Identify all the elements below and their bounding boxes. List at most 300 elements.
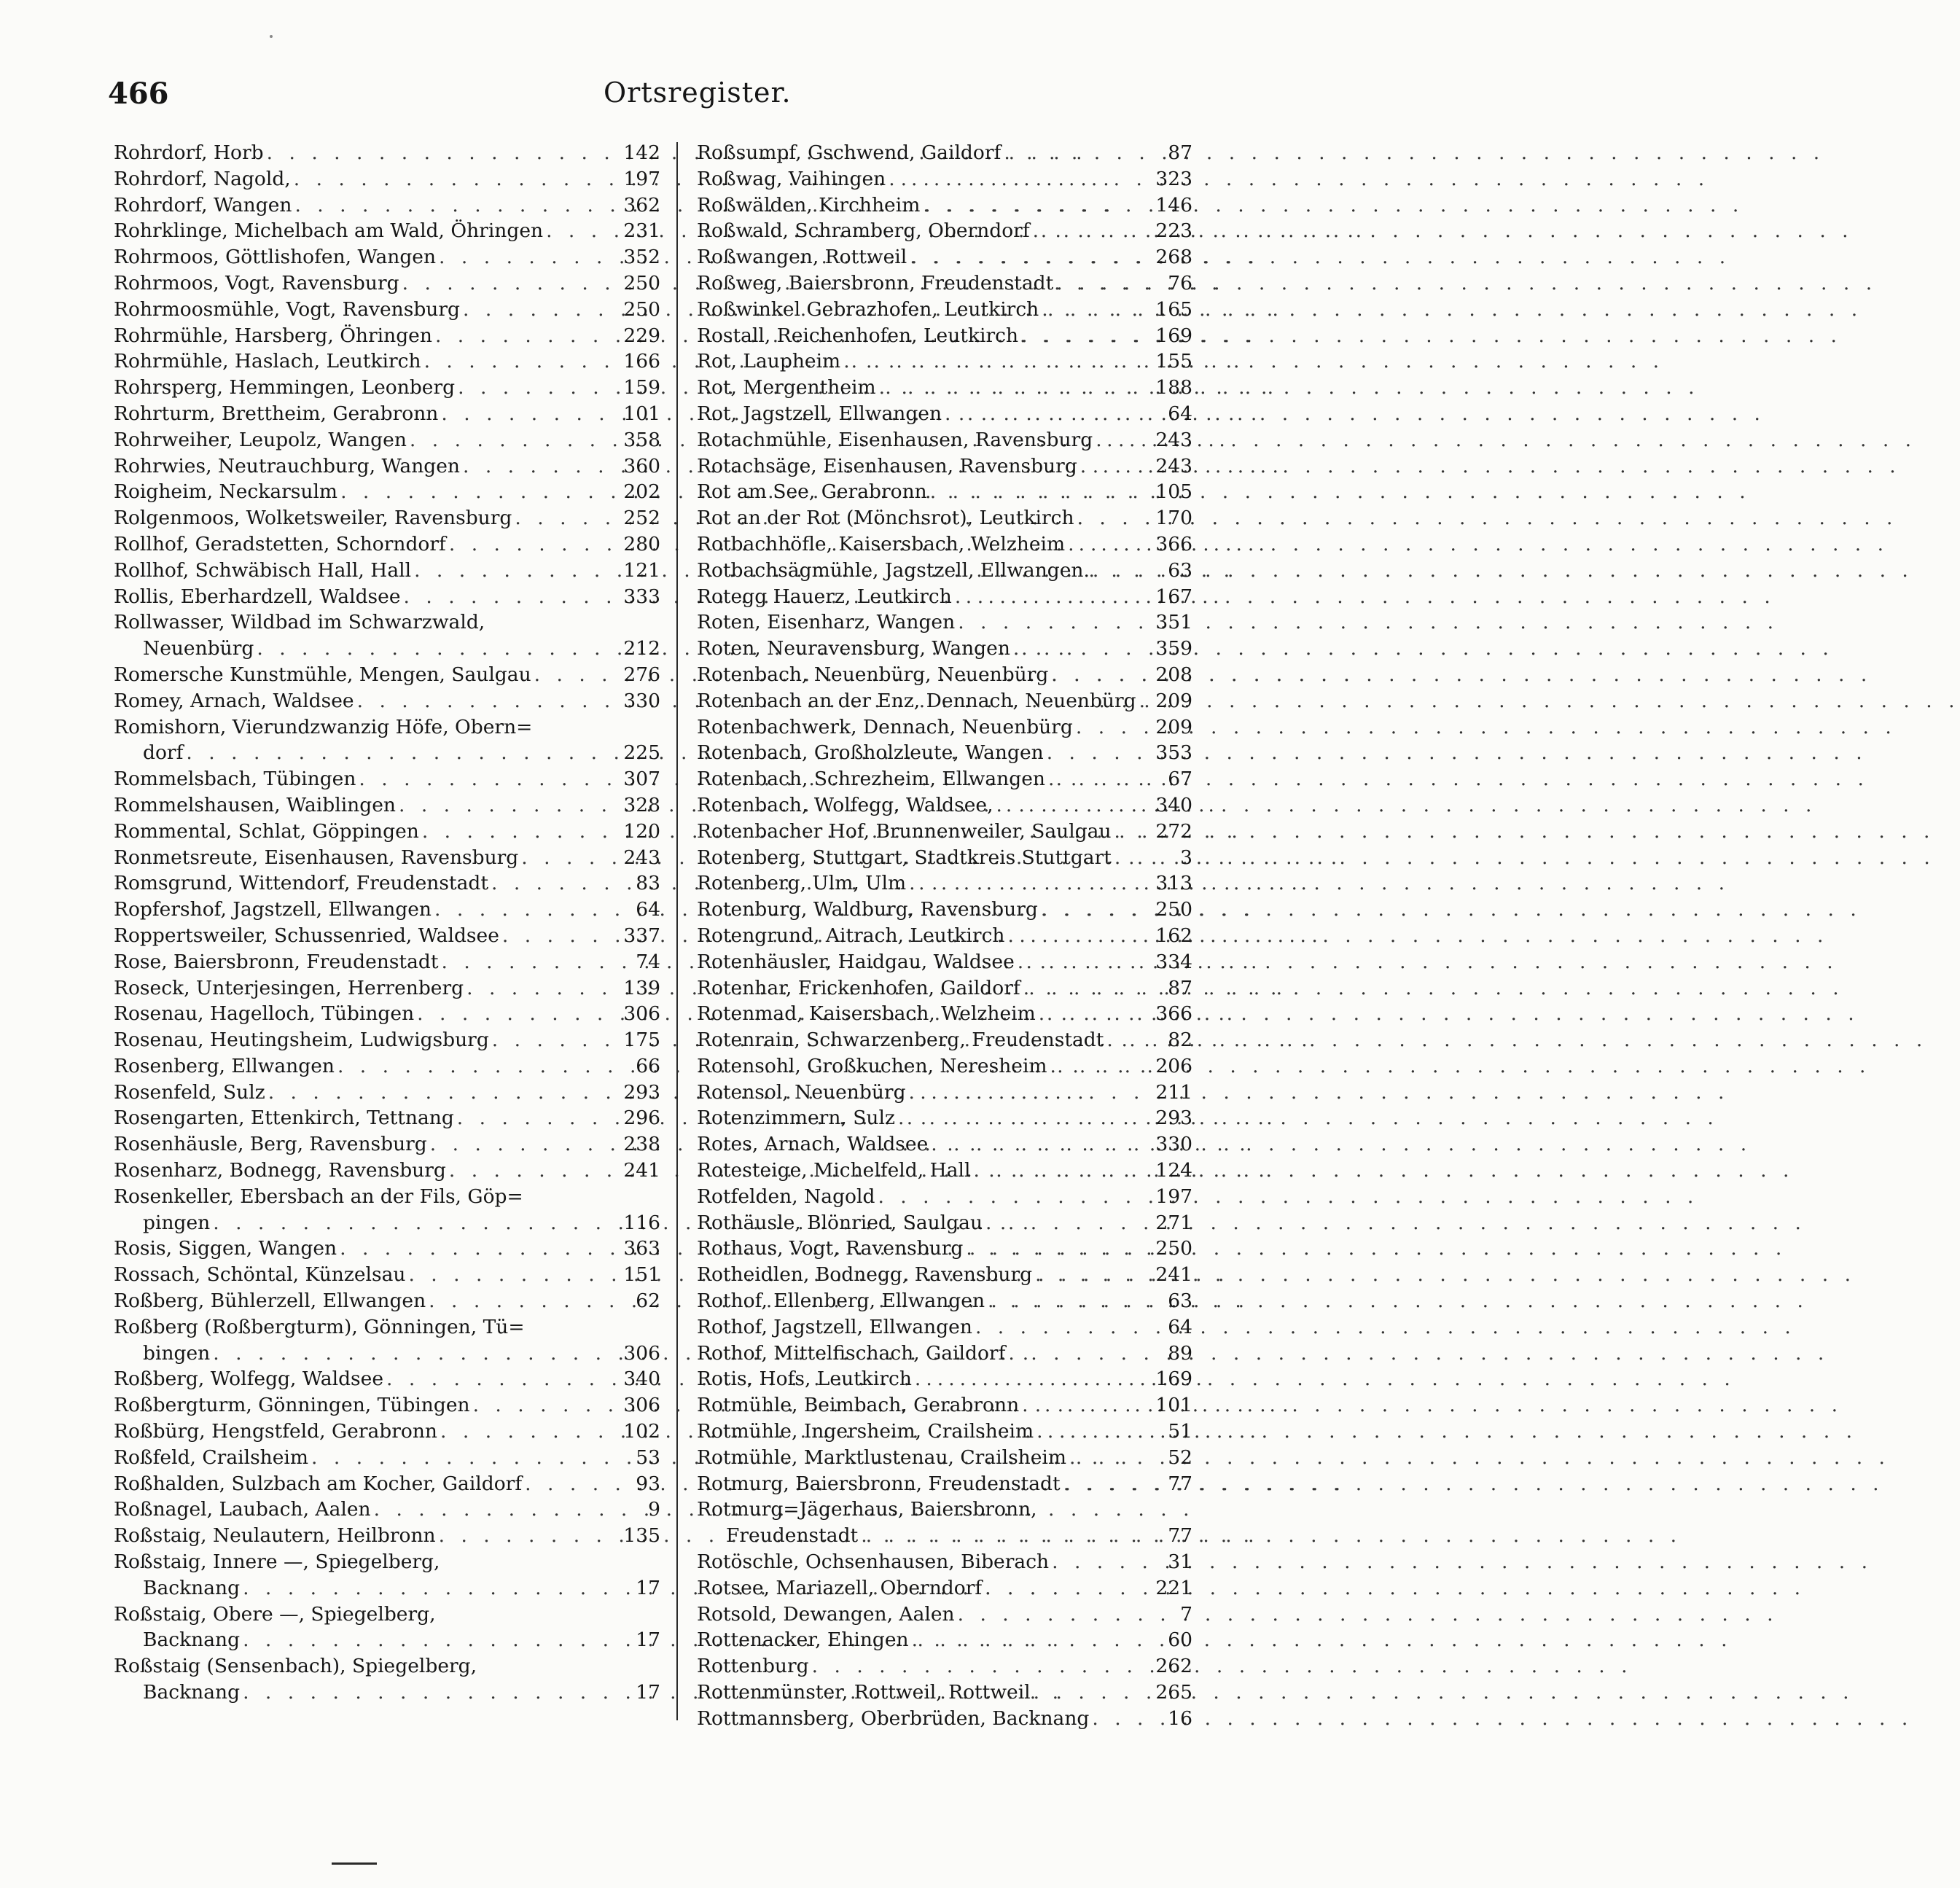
leader-dots <box>427 1131 624 1158</box>
index-entry <box>697 1575 1192 1602</box>
index-entry <box>697 792 1192 819</box>
entry-place: Rotenberg, Stuttgart, Stadtkreis Stuttgart <box>697 846 1112 869</box>
index-entry <box>114 688 660 714</box>
index-entry <box>114 1653 660 1680</box>
entry-page: 272 <box>1155 819 1192 843</box>
leader-dots <box>183 740 623 766</box>
index-entry <box>697 949 1192 975</box>
entry-place: Rollwasser, Wildbad im Schwarzwald, <box>114 611 485 634</box>
entry-place: Roßstaig (Sensenbach), Spiegelberg, <box>114 1655 477 1678</box>
leader-dots <box>240 1627 631 1653</box>
leader-dots <box>437 1419 623 1445</box>
entry-place: Rotenmad, Kaisersbach, Welzheim <box>697 1002 1036 1026</box>
entry-place: Roßwald, Schramberg, Oberndorf <box>697 219 1030 243</box>
leader-dots <box>1112 845 1163 871</box>
index-entry <box>697 1184 1192 1210</box>
entry-place: Rotmühle, Marktlustenau, Crailsheim <box>697 1446 1067 1469</box>
entry-place: Rohrmühle, Haslach, Leutkirch <box>114 350 421 373</box>
entry-place: Rotenburg, Waldburg, Ravensburg <box>697 898 1038 921</box>
leader-dots <box>470 1392 624 1419</box>
index-entry <box>114 297 660 323</box>
entry-page: 262 <box>1155 1655 1192 1678</box>
entry-place: Rohrmoos, Vogt, Ravensburg <box>114 271 399 294</box>
leader-dots <box>419 819 624 845</box>
index-entry <box>114 1210 660 1236</box>
index-entry <box>114 166 660 192</box>
entry-page: 169 <box>1155 1368 1192 1391</box>
index-entry <box>697 323 1192 349</box>
leader-dots <box>1034 1419 1163 1445</box>
leader-dots <box>985 1288 1163 1314</box>
leader-dots <box>1019 1392 1155 1419</box>
entry-page: 340 <box>623 1368 660 1391</box>
index-entry <box>114 714 660 741</box>
entry-page: 62 <box>636 1290 660 1313</box>
index-entry <box>114 1680 660 1706</box>
entry-page: 102 <box>623 1420 660 1443</box>
entry-page: 175 <box>623 1029 660 1052</box>
entry-place: Rosenberg, Ellwangen <box>114 1054 335 1077</box>
leader-dots <box>411 558 623 584</box>
leader-dots <box>335 1053 631 1080</box>
index-entry <box>114 1184 660 1210</box>
index-entry <box>697 1445 1192 1471</box>
entry-place: Roten, Eisenharz, Wangen <box>697 611 956 634</box>
entry-place: Rotenrain, Schwarzenberg, Freudenstadt <box>697 1029 1104 1052</box>
entry-page: 337 <box>623 924 660 947</box>
leader-dots <box>432 897 631 923</box>
entry-place: Roßbürg, Hengstfeld, Gerabronn <box>114 1420 438 1443</box>
entry-place: Roßberg, Bühlerzell, Ellwangen <box>114 1290 426 1313</box>
entry-page: 77 <box>1168 1524 1192 1548</box>
entry-page: 63 <box>1168 1290 1192 1313</box>
leader-dots <box>955 609 1155 636</box>
entry-place: Rothof, Ellenberg, Ellwangen <box>697 1290 985 1313</box>
entry-place: Rohrdorf, Nagold, <box>114 167 291 190</box>
leader-dots <box>1010 636 1156 662</box>
entry-page: 166 <box>623 350 660 373</box>
entry-page: 296 <box>623 1107 660 1130</box>
leader-dots <box>1030 218 1156 244</box>
leader-dots <box>1001 140 1163 166</box>
leader-dots <box>432 323 623 349</box>
leader-dots <box>543 218 623 244</box>
entry-page: 211 <box>1155 1080 1192 1104</box>
entry-page: 51 <box>1168 1420 1192 1443</box>
entry-place: Rosengarten, Ettenkirch, Tettnang <box>114 1107 454 1130</box>
entry-page: 17 <box>636 1628 660 1652</box>
leader-dots <box>906 870 1155 897</box>
leader-dots <box>1049 1549 1163 1575</box>
leader-dots <box>809 1653 1156 1680</box>
leader-dots <box>875 1184 1155 1210</box>
entry-place: Rotenhar, Frickenhofen, Gaildorf <box>697 976 1020 999</box>
index-entry <box>114 1602 660 1628</box>
entry-place: Rohrmoos, Göttlishofen, Wangen <box>114 246 437 269</box>
leader-dots <box>254 636 623 662</box>
leader-dots <box>512 505 623 531</box>
leader-dots <box>446 531 624 558</box>
entry-place: Rotesteige, Michelfeld, Hall <box>697 1159 971 1182</box>
leader-dots <box>912 1366 1156 1392</box>
entry-place: Roßstaig, Innere —, Spiegelberg, <box>114 1550 440 1574</box>
leader-dots <box>1090 558 1163 584</box>
entry-page: 252 <box>623 507 660 530</box>
entry-place: Rotmurg, Baiersbronn, Freudenstadt <box>697 1472 1061 1495</box>
entry-page: 162 <box>1155 924 1192 947</box>
leader-dots <box>1004 923 1155 949</box>
entry-place: Rotheidlen, Bodnegg, Ravensburg <box>697 1263 1033 1287</box>
entry-page: 87 <box>1168 976 1192 999</box>
entry-page: 83 <box>636 872 660 895</box>
leader-dots <box>436 1523 624 1549</box>
index-entry <box>114 923 660 949</box>
index-entry <box>697 870 1192 897</box>
leader-dots <box>460 297 623 323</box>
entry-place: Roigheim, Neckarsulm <box>114 480 338 504</box>
entry-place: Rottenburg <box>697 1655 809 1678</box>
index-entry <box>697 1706 1192 1732</box>
leader-dots <box>337 1236 623 1262</box>
index-entry <box>697 1341 1192 1367</box>
index-entry <box>114 1236 660 1262</box>
entry-page: 64 <box>1168 1315 1192 1338</box>
entry-place: Rottenmünster, Rottweil, Rottweil <box>697 1681 1031 1704</box>
entry-place: Rosenau, Hagelloch, Tübingen <box>114 1002 415 1026</box>
index-entry <box>114 1445 660 1471</box>
leader-dots <box>405 1262 623 1288</box>
index-entry <box>697 1497 1192 1523</box>
index-entry <box>114 1262 660 1288</box>
entry-page: 77 <box>1168 1472 1192 1495</box>
entry-place: Rothof, Jagstzell, Ellwangen <box>697 1315 972 1338</box>
entry-place: Rommelshausen, Waiblingen <box>114 793 396 816</box>
entry-place: Roßwälden, Kirchheim <box>697 193 921 217</box>
leader-dots <box>421 348 624 375</box>
entry-place: Roseck, Unterjesingen, Herrenberg <box>114 976 464 999</box>
index-entry <box>114 140 660 166</box>
leader-dots <box>972 1314 1163 1341</box>
leader-dots <box>1045 766 1163 792</box>
entry-place: Backnang <box>143 1576 241 1599</box>
entry-page: 328 <box>623 793 660 816</box>
index-entry <box>114 1105 660 1131</box>
leader-dots <box>970 1158 1155 1184</box>
leader-dots <box>1065 531 1155 558</box>
entry-page: 167 <box>1155 585 1192 608</box>
entry-page: 307 <box>623 768 660 791</box>
entry-page: 313 <box>1155 872 1192 895</box>
index-entry <box>114 766 660 792</box>
entry-page: 238 <box>623 1133 660 1156</box>
entry-page: 135 <box>623 1524 660 1548</box>
entry-place: Rothof, Mittelfischach, Gaildorf <box>697 1341 1006 1365</box>
entry-page: 243 <box>1155 454 1192 477</box>
entry-page: 101 <box>1155 1394 1192 1417</box>
entry-page: 250 <box>623 297 660 321</box>
leader-dots <box>1048 662 1155 688</box>
entry-page: 7 <box>1180 1602 1192 1626</box>
entry-place: Roppertsweiler, Schussenried, Waldsee <box>114 924 499 947</box>
index-entry <box>697 1288 1192 1314</box>
index-entry <box>697 1419 1192 1445</box>
index-entry <box>697 427 1192 453</box>
index-entry <box>697 584 1192 610</box>
leader-dots <box>1039 297 1155 323</box>
entry-place: Roten, Neuravensburg, Wangen <box>697 637 1010 660</box>
entry-place: Rotenbach, Schrezheim, Ellwangen <box>697 768 1045 791</box>
index-entry <box>697 636 1192 662</box>
entry-page: 31 <box>1168 1550 1192 1574</box>
index-entry <box>114 505 660 531</box>
entry-page: 268 <box>1155 246 1192 269</box>
entry-page: 17 <box>636 1681 660 1704</box>
index-column-left <box>114 140 660 1706</box>
leader-dots <box>446 1158 624 1184</box>
index-entry <box>697 1158 1192 1184</box>
leader-dots <box>1104 1027 1163 1053</box>
index-entry <box>697 192 1192 219</box>
entry-page: 82 <box>1168 1029 1192 1052</box>
index-entry <box>114 819 660 845</box>
entry-page: 209 <box>1155 689 1192 712</box>
page-number: 466 <box>108 77 169 111</box>
entry-page: 120 <box>623 819 660 843</box>
entry-place: Roßberg (Roßbergturm), Gönningen, Tü= <box>114 1315 525 1338</box>
leader-dots <box>264 140 624 166</box>
leader-dots <box>438 401 623 427</box>
leader-dots <box>1032 1262 1155 1288</box>
index-entry <box>697 558 1192 584</box>
leader-dots <box>886 166 1155 192</box>
index-entry <box>697 923 1192 949</box>
entry-page: 293 <box>623 1080 660 1104</box>
entry-page: 165 <box>1155 297 1192 321</box>
index-entry <box>697 845 1192 871</box>
entry-page: 63 <box>1168 558 1192 582</box>
entry-page: 188 <box>1155 376 1192 399</box>
running-head: Ortsregister. <box>604 77 792 109</box>
entry-place: Rotegg Hauerz, Leutkirch <box>697 585 952 608</box>
entry-page: 360 <box>623 454 660 477</box>
entry-place: Rosenharz, Bodnegg, Ravensburg <box>114 1159 446 1182</box>
leader-dots <box>460 453 623 480</box>
entry-place: Rotsold, Dewangen, Aalen <box>697 1602 955 1626</box>
entry-page: 353 <box>1155 741 1192 765</box>
entry-page: 76 <box>1168 271 1192 294</box>
entry-place: Rot, Laupheim <box>697 350 841 373</box>
entry-place: Roßwangen, Rottweil <box>697 246 907 269</box>
entry-page: 306 <box>623 1394 660 1417</box>
leader-dots <box>895 1105 1155 1131</box>
leader-dots <box>952 584 1156 610</box>
index-entry <box>697 1001 1192 1027</box>
index-entry <box>114 427 660 453</box>
entry-place: Neuenbürg <box>143 637 254 660</box>
index-entry <box>697 1262 1192 1288</box>
entry-place: Rotbachsägmühle, Jagstzell, Ellwangen. <box>697 558 1090 582</box>
entry-place: Roßstaig, Obere —, Spiegelberg, <box>114 1602 436 1626</box>
entry-page: 146 <box>1155 193 1192 217</box>
index-entry <box>114 1575 660 1602</box>
entry-place: Rohrweiher, Leupolz, Wangen <box>114 428 407 451</box>
entry-place: Rohrklinge, Michelbach am Wald, Öhringen <box>114 219 544 243</box>
entry-page: 358 <box>623 428 660 451</box>
index-entry <box>114 192 660 219</box>
entry-page: 66 <box>636 1054 660 1077</box>
entry-page: 52 <box>1168 1446 1192 1469</box>
leader-dots <box>354 688 624 714</box>
leader-dots <box>1053 270 1163 297</box>
entry-page: 197 <box>1155 1185 1192 1208</box>
index-entry <box>697 1236 1192 1262</box>
index-entry <box>114 1314 660 1341</box>
leader-dots <box>1020 975 1163 1002</box>
entry-page: 334 <box>1155 950 1192 973</box>
index-entry <box>114 270 660 297</box>
entry-page: 293 <box>1155 1107 1192 1130</box>
entry-place: bingen <box>143 1341 211 1365</box>
entry-place: Rotachsäge, Eisenhausen, Ravensburg <box>697 454 1077 477</box>
entry-page: 225 <box>623 741 660 765</box>
index-entry <box>697 348 1192 375</box>
entry-page: 9 <box>648 1498 660 1521</box>
entry-place: Rotmühle, Ingersheim, Crailsheim <box>697 1420 1034 1443</box>
entry-page: 159 <box>623 376 660 399</box>
index-entry <box>114 1080 660 1106</box>
leader-dots <box>1031 1680 1156 1706</box>
entry-place: Rosenfeld, Sulz <box>114 1080 265 1104</box>
index-entry <box>697 1653 1192 1680</box>
leader-dots <box>499 923 624 949</box>
entry-page: 229 <box>623 324 660 347</box>
entry-place: Rotenbach, Neuenbürg, Neuenbürg <box>697 663 1049 686</box>
entry-page: 101 <box>623 402 660 425</box>
leader-dots <box>292 192 623 219</box>
leader-dots <box>1093 427 1155 453</box>
leader-dots <box>455 375 623 401</box>
index-entry <box>697 1027 1192 1053</box>
index-entry <box>697 1523 1192 1549</box>
entry-place: Rohrwies, Neutrauchburg, Wangen <box>114 454 460 477</box>
entry-place: Rohrturm, Brettheim, Gerabronn <box>114 402 439 425</box>
leader-dots <box>1038 897 1156 923</box>
leader-dots <box>210 1210 623 1236</box>
index-entry <box>114 1288 660 1314</box>
index-entry <box>114 558 660 584</box>
entry-page: 330 <box>1155 1133 1192 1156</box>
entry-place: Romsgrund, Wittendorf, Freudenstadt <box>114 872 488 895</box>
entry-page: 74 <box>636 950 660 973</box>
index-entry <box>114 1549 660 1575</box>
index-entry <box>114 1131 660 1158</box>
index-entry <box>114 1027 660 1053</box>
entry-place: Rotengrund, Aitrach, Leutkirch <box>697 924 1005 947</box>
entry-page: 306 <box>623 1341 660 1365</box>
entry-page: 231 <box>623 219 660 243</box>
index-entry <box>114 792 660 819</box>
index-entry <box>697 1602 1192 1628</box>
index-entry <box>114 609 660 636</box>
entry-place: Rotmurg=Jägerhaus, Baiersbronn, <box>697 1498 1037 1521</box>
leader-dots <box>906 1080 1156 1106</box>
entry-place: Rotenberg, Ulm, Ulm <box>697 872 907 895</box>
entry-page: 280 <box>623 532 660 555</box>
index-entry <box>697 740 1192 766</box>
leader-dots <box>920 192 1155 219</box>
entry-page: 151 <box>623 1263 660 1287</box>
leader-dots <box>531 662 624 688</box>
entry-place: Rosenau, Heutingsheim, Ludwigsburg <box>114 1029 489 1052</box>
leader-dots <box>518 845 623 871</box>
entry-place: Rommelsbach, Tübingen <box>114 768 356 791</box>
entry-page: 241 <box>623 1159 660 1182</box>
index-entry <box>697 1080 1192 1106</box>
entry-place: Roßfeld, Crailsheim <box>114 1446 309 1469</box>
entry-place: Rohrdorf, Wangen <box>114 193 292 217</box>
index-entry <box>114 218 660 244</box>
leader-dots <box>399 270 624 297</box>
entry-page: 197 <box>623 167 660 190</box>
leader-dots <box>1136 688 1156 714</box>
entry-place: Rotmühle, Beimbach, Gerabronn <box>697 1394 1020 1417</box>
index-entry <box>114 1341 660 1367</box>
index-entry <box>114 1001 660 1027</box>
index-entry <box>114 1419 660 1445</box>
entry-place: Roßnagel, Laubach, Aalen <box>114 1498 371 1521</box>
entry-page: 209 <box>1155 715 1192 738</box>
leader-dots <box>1047 1053 1156 1080</box>
entry-place: Ronmetsreute, Eisenhausen, Ravensburg <box>114 846 519 869</box>
index-entry <box>114 636 660 662</box>
index-entry <box>697 479 1192 505</box>
index-entry <box>697 244 1192 270</box>
leader-dots <box>396 792 623 819</box>
entry-page: 265 <box>1155 1681 1192 1704</box>
entry-place: Rot an der Rot (Mönchsrot), Leutkirch <box>697 507 1074 530</box>
entry-page: 3 <box>1180 846 1192 869</box>
entry-place: Rotfelden, Nagold <box>697 1185 875 1208</box>
leader-dots <box>1066 1445 1163 1471</box>
entry-place: Rotachmühle, Eisenhausen, Ravensburg <box>697 428 1093 451</box>
entry-page: 340 <box>1155 793 1192 816</box>
index-entry <box>697 714 1192 741</box>
leader-dots <box>963 1236 1155 1262</box>
index-entry <box>114 323 660 349</box>
entry-page: 276 <box>623 663 660 686</box>
entry-page: 250 <box>1155 1237 1192 1260</box>
index-entry <box>114 1627 660 1653</box>
leader-dots <box>489 1027 624 1053</box>
index-entry <box>114 401 660 427</box>
entry-place: Rotensohl, Großkuchen, Neresheim <box>697 1054 1047 1077</box>
index-entry <box>114 479 660 505</box>
entry-place: Rosenkeller, Ebersbach an der Fils, Göp= <box>114 1185 523 1208</box>
entry-page: 105 <box>1155 480 1192 504</box>
entry-place: Rotenbacher Hof, Brunnenweiler, Saulgau <box>697 819 1112 843</box>
entry-place: Ropfershof, Jagstzell, Ellwangen <box>114 898 432 921</box>
leader-dots <box>426 1288 631 1314</box>
index-entry <box>114 1366 660 1392</box>
index-entry <box>697 505 1192 531</box>
index-entry <box>697 270 1192 297</box>
entry-page: 169 <box>1155 324 1192 347</box>
leader-dots <box>928 1131 1155 1158</box>
entry-place: Roßwinkel Gebrazhofen, Leutkirch <box>697 297 1039 321</box>
leader-dots <box>356 766 623 792</box>
index-entry <box>114 1523 660 1549</box>
index-entry <box>114 1471 660 1497</box>
